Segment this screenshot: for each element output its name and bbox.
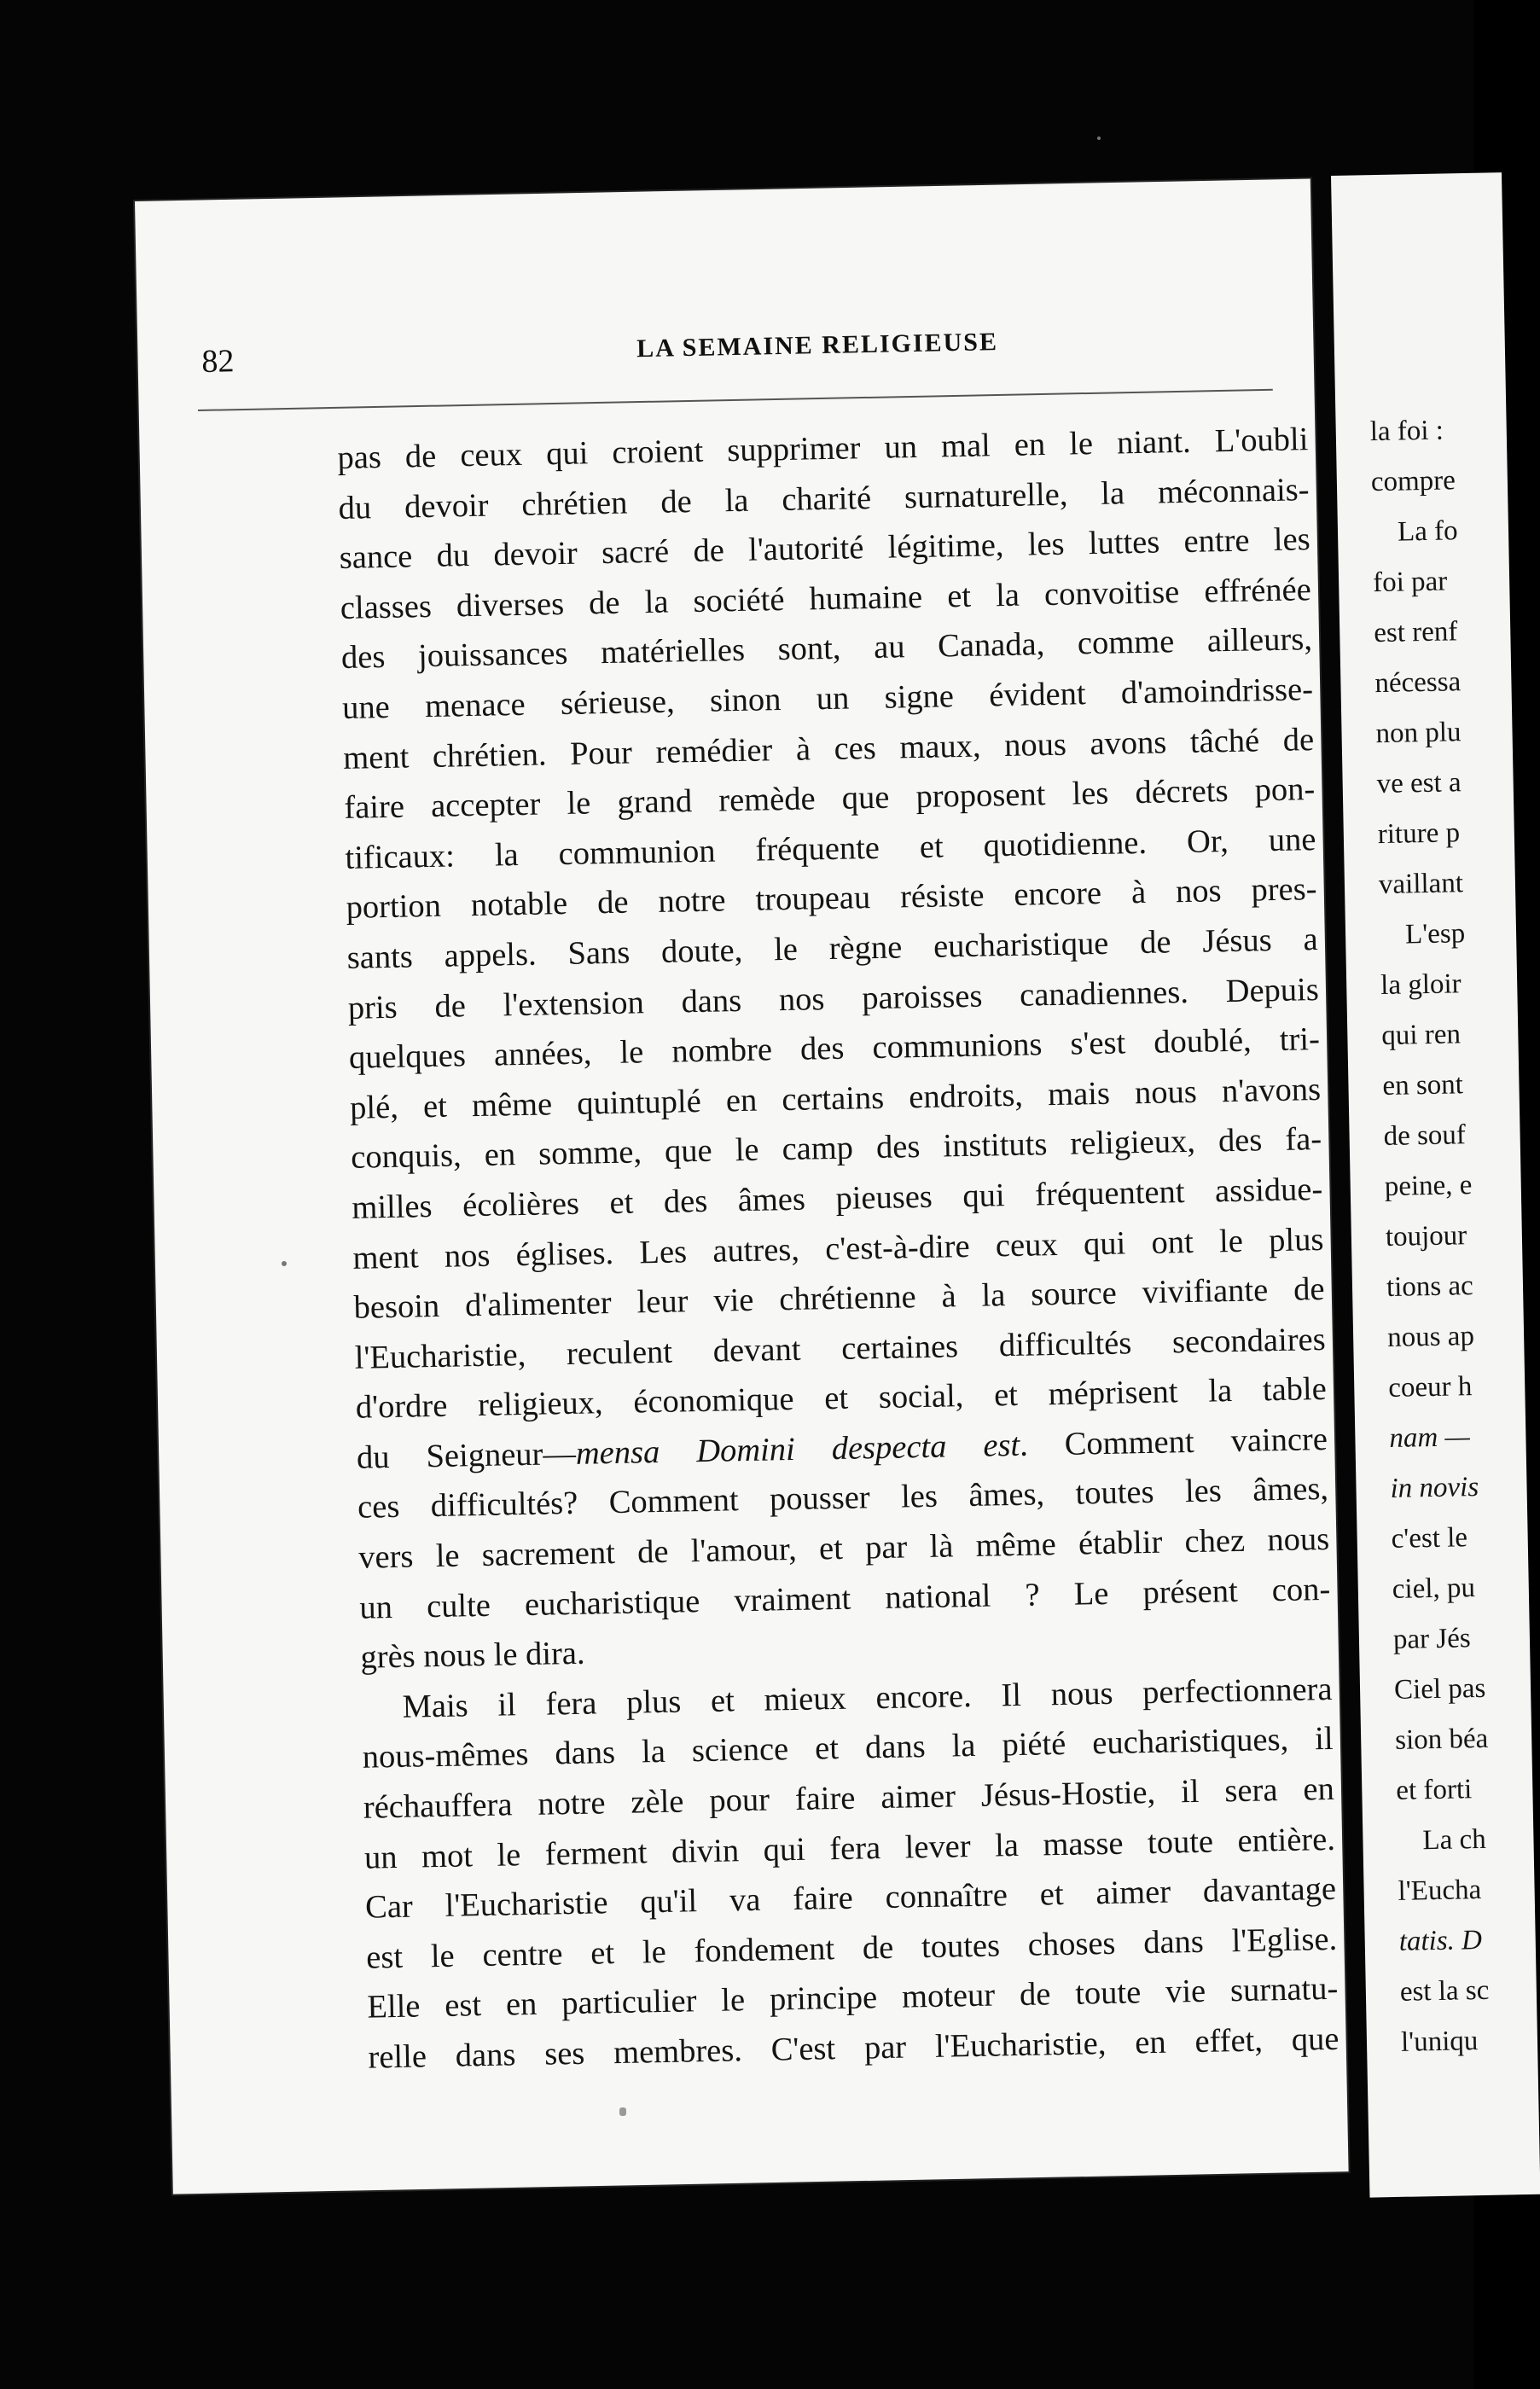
adjacent-line: la gloir bbox=[1380, 968, 1462, 1002]
adjacent-line: tatis. D bbox=[1398, 1924, 1483, 1957]
text-line: ces difficultés? Comment pousser les âmes, toutes les âmes, bbox=[357, 1471, 1329, 1526]
text-line: portion notable de notre troupeau résiste encore à nos pres- bbox=[346, 871, 1317, 927]
adjacent-line: ve est a bbox=[1376, 767, 1462, 800]
text-line: relle dans ses membres. C'est par l'Eucharistie, en effet, que bbox=[368, 2020, 1340, 2076]
text-line: Car l'Eucharistie qu'il va faire connaître et aimer davantage bbox=[364, 1871, 1337, 1926]
adjacent-line: vaillant bbox=[1378, 868, 1464, 901]
text-line: Mais il fera plus et mieux encore. Il nous perfectionnera bbox=[402, 1671, 1333, 1725]
text-line: milles écolières et des âmes pieuses qui fréquentent assidue- bbox=[352, 1171, 1323, 1226]
adjacent-line: Ciel pas bbox=[1393, 1672, 1486, 1706]
text-line: faire accepter le grand remède que proposent les décrets pon- bbox=[344, 771, 1316, 827]
text-line: pris de l'extension dans nos paroisses canadiennes. Depuis bbox=[347, 971, 1320, 1026]
text-line: du Seigneur—mensa Domini despecta est. Comment vaincre bbox=[356, 1421, 1328, 1476]
text-line: une menace sérieuse, sinon un signe évident d'amoindrisse- bbox=[341, 671, 1314, 726]
text-line: nous-mêmes dans la science et dans la piété eucharistiques, il bbox=[362, 1721, 1334, 1776]
adjacent-line: en sont bbox=[1382, 1069, 1464, 1102]
latin-phrase: mensa Domini despecta est bbox=[575, 1427, 1020, 1472]
adjacent-line: l'uniqu bbox=[1400, 2026, 1479, 2058]
adjacent-line: riture p bbox=[1377, 817, 1461, 851]
text-line: pas de ceux qui croient supprimer un mal en le niant. L'oubli bbox=[337, 421, 1309, 476]
text-line: besoin d'alimenter leur vie chrétienne à la source vivifiante de bbox=[353, 1271, 1325, 1326]
adjacent-line: nous ap bbox=[1386, 1321, 1475, 1353]
text-line: d'ordre religieux, économique et social, et méprisent la table bbox=[355, 1371, 1328, 1427]
adjacent-page-text bbox=[1369, 405, 1494, 2068]
adjacent-line: l'Eucha bbox=[1398, 1874, 1482, 1907]
adjacent-line: qui ren bbox=[1381, 1019, 1462, 1052]
adjacent-line: c'est le bbox=[1391, 1522, 1468, 1555]
adjacent-line: nécessa bbox=[1374, 666, 1462, 700]
text-line: des jouissances matérielles sont, au Canada, comme ailleurs, bbox=[340, 621, 1313, 677]
adjacent-line: sion béa bbox=[1394, 1723, 1489, 1756]
text-line: l'Eucharistie, reculent devant certaines difficultés secondaires bbox=[354, 1321, 1326, 1376]
text-line: réchauffera notre zèle pour faire aimer Jésus-Hostie, il sera en bbox=[363, 1770, 1335, 1826]
adjacent-line: foi par bbox=[1372, 566, 1448, 599]
text-line: est le centre et le fondement de toutes choses dans l'Eglise. bbox=[365, 1921, 1338, 1976]
adjacent-line: peine, e bbox=[1384, 1170, 1473, 1203]
adjacent-line: toujour bbox=[1385, 1220, 1467, 1253]
adjacent-line: L'esp bbox=[1404, 918, 1466, 950]
adjacent-line: est la sc bbox=[1399, 1974, 1490, 2008]
text-line: un mot le ferment divin qui fera lever la masse toute entière. bbox=[363, 1821, 1336, 1876]
adjacent-line: non plu bbox=[1375, 717, 1462, 750]
adjacent-line: ciel, pu bbox=[1392, 1572, 1476, 1605]
margin-speck bbox=[282, 1261, 287, 1266]
margin-speck bbox=[619, 2107, 626, 2116]
text-line: ment nos églises. Les autres, c'est-à-dire ceux qui ont le plus bbox=[352, 1221, 1324, 1276]
running-title: LA SEMAINE RELIGIEUSE bbox=[636, 328, 999, 363]
adjacent-line: coeur h bbox=[1387, 1371, 1473, 1404]
text-line: sance du devoir sacré de l'autorité légitime, les luttes entre les bbox=[339, 521, 1310, 577]
text-line: plé, et même quintuplé en certains endroits, mais nous n'avons bbox=[349, 1071, 1322, 1126]
text-line: un culte eucharistique vraiment national ? Le présent con- bbox=[359, 1571, 1331, 1626]
body-text bbox=[337, 415, 1340, 2083]
text-line: du devoir chrétien de la charité surnaturelle, la méconnais- bbox=[338, 471, 1310, 526]
adjacent-line: tions ac bbox=[1386, 1270, 1474, 1303]
adjacent-line: et forti bbox=[1396, 1774, 1473, 1806]
adjacent-line: par Jés bbox=[1392, 1623, 1472, 1655]
text-line: conquis, en somme, que le camp des instituts religieux, des fa- bbox=[350, 1121, 1322, 1177]
adjacent-line: La ch bbox=[1422, 1823, 1487, 1857]
text-line: sants appels. Sans doute, le règne eucharistique de Jésus a bbox=[346, 921, 1318, 976]
adjacent-line: la foi : bbox=[1369, 415, 1444, 448]
text-line: classes diverses de la société humaine et la convoitise effrénée bbox=[340, 571, 1312, 626]
margin-speck bbox=[1097, 137, 1101, 140]
adjacent-line: La fo bbox=[1397, 515, 1458, 548]
adjacent-line: compre bbox=[1370, 465, 1456, 498]
adjacent-line: in novis bbox=[1390, 1471, 1479, 1504]
adjacent-line: est renf bbox=[1373, 616, 1458, 649]
adjacent-line: nam — bbox=[1389, 1421, 1471, 1454]
text-line: quelques années, le nombre des communions s'est doublé, tri- bbox=[348, 1021, 1321, 1076]
text-line: vers le sacrement de l'amour, et par là même établir chez nous bbox=[357, 1520, 1330, 1576]
text-line: Elle est en particulier le principe moteur de toute vie surnatu- bbox=[367, 1971, 1339, 2026]
page-number: 82 bbox=[201, 343, 235, 380]
text-line: ment chrétien. Pour remédier à ces maux, nous avons tâché de bbox=[342, 721, 1315, 776]
adjacent-line: de souf bbox=[1383, 1119, 1467, 1153]
text-line: tificaux: la communion fréquente et quotidienne. Or, une bbox=[345, 821, 1316, 876]
text-line: grès nous le dira. bbox=[360, 1635, 585, 1676]
